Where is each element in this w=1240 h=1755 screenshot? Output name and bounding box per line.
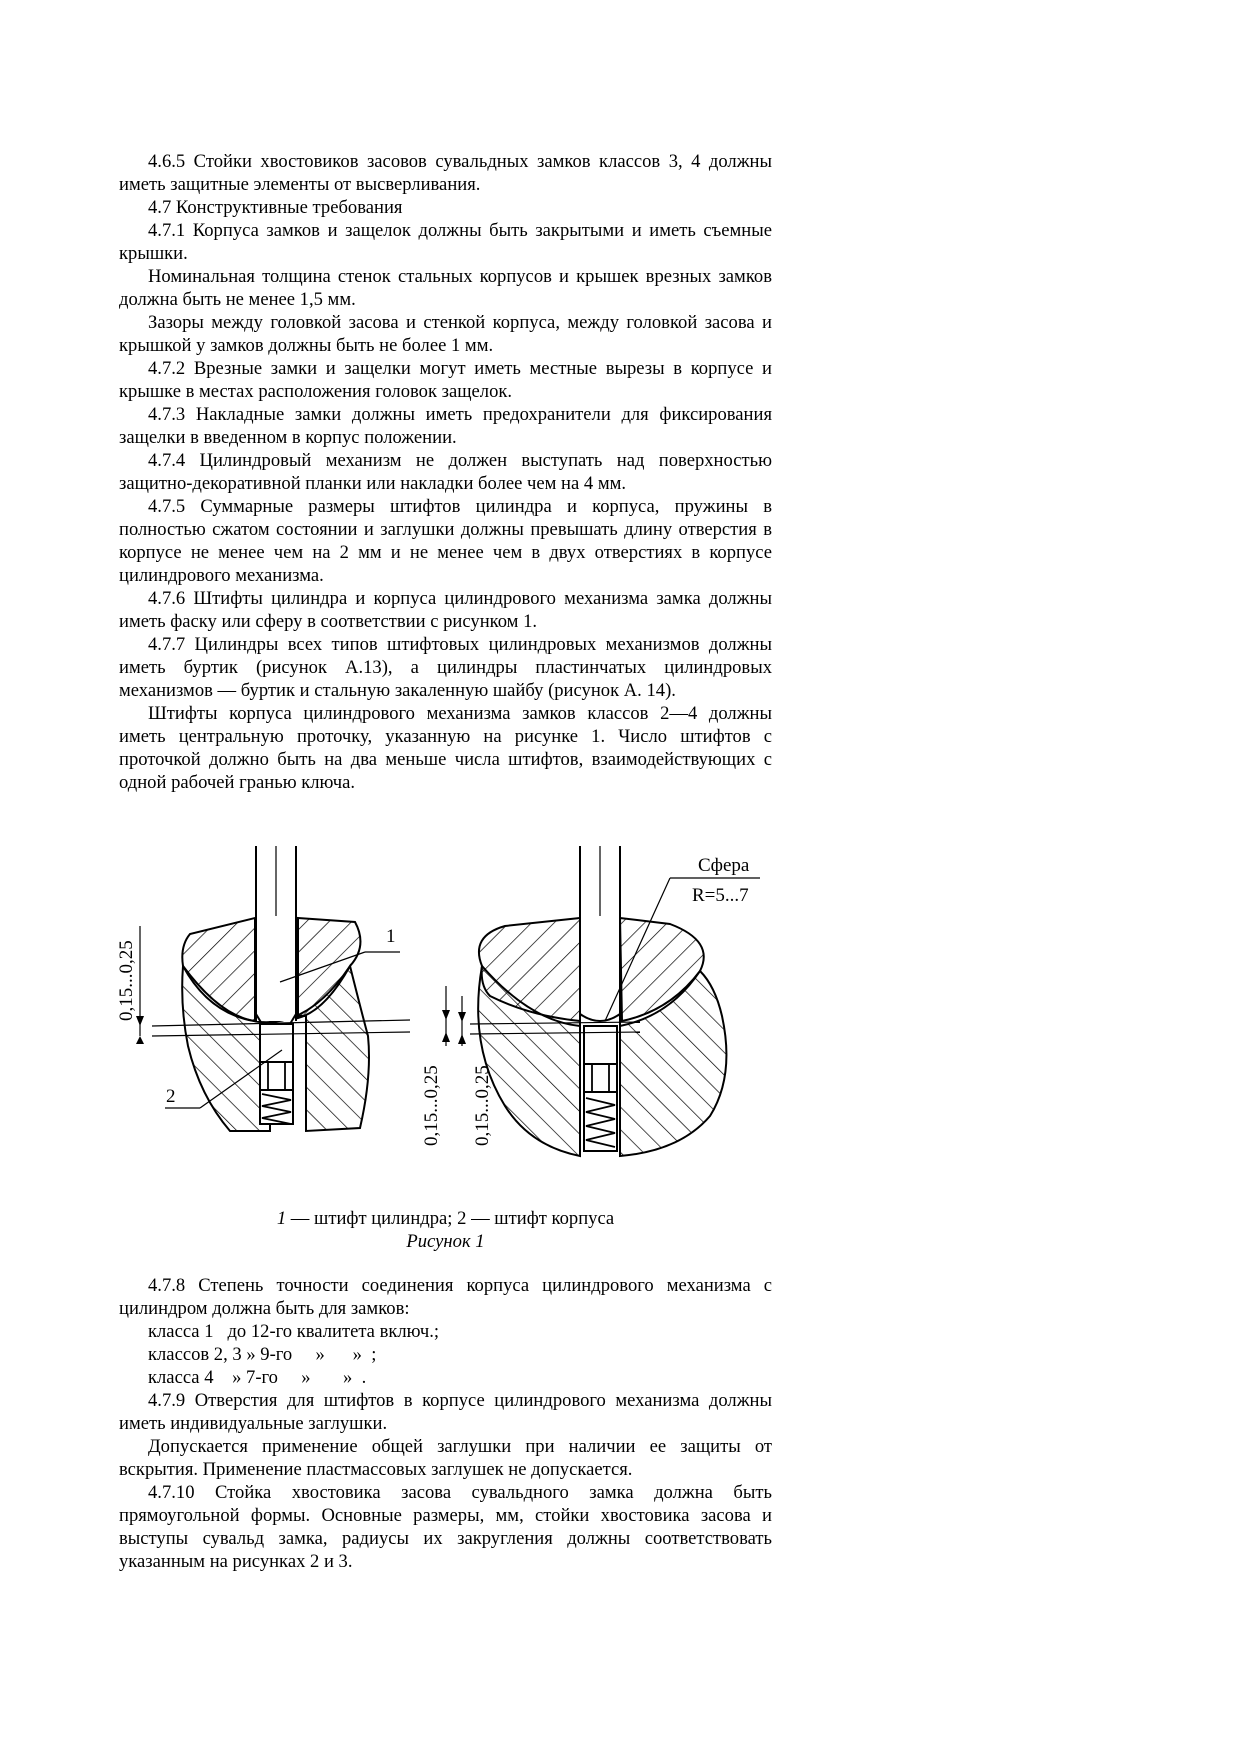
left-pin-drawing bbox=[152, 846, 410, 1131]
figure-1-drawing bbox=[110, 846, 810, 1196]
paragraph: 4.7.3 Накладные замки должны иметь предохранители для фиксирования защелки в введенном в корпус положении. bbox=[119, 404, 772, 448]
section-heading: 4.7 Конструктивные требования bbox=[148, 197, 403, 218]
figure-title: Рисунок 1 bbox=[406, 1231, 485, 1252]
paragraph: 4.7.9 Отверстия для штифтов в корпусе цилиндрового механизма должны иметь индивидуальные заглушки. bbox=[119, 1390, 772, 1434]
paragraph: 4.7.1 Корпуса замков и защелок должны быть закрытыми и иметь съемные крышки. bbox=[119, 220, 772, 264]
dimension-middle bbox=[421, 986, 450, 1146]
paragraph: 4.7.7 Цилиндры всех типов штифтовых цилиндровых механизмов должны иметь буртик (рисунок А.13), а цилиндры пластинчатых цилиндровых механизмов — буртик и стальную закаленную шайбу (рисунок А. 14). bbox=[119, 634, 772, 701]
callout-2-label: 2 bbox=[166, 1086, 176, 1107]
legend-number: 1 bbox=[276, 1208, 287, 1229]
dimension-right-label: 0,15...0,25 bbox=[472, 1065, 493, 1146]
tolerance-line: классов 2, 3 » 9-го » » ; bbox=[148, 1344, 377, 1365]
dimension-middle-label: 0,15...0,25 bbox=[421, 1065, 442, 1146]
paragraph: Допускается применение общей заглушки при наличии ее защиты от вскрытия. Применение пластмассовых заглушек не допускается. bbox=[119, 1436, 772, 1480]
paragraph: 4.7.6 Штифты цилиндра и корпуса цилиндрового механизма замка должны иметь фаску или сферу в соответствии с рисунком 1. bbox=[119, 588, 772, 632]
paragraph: 4.7.10 Стойка хвостовика засова сувальдного замка должна быть прямоугольной формы. Основные размеры, мм, стойки хвостовика засова и выступы сувальд замка, радиусы их закругления должны соответствовать указанным на рисунках 2 и 3. bbox=[119, 1482, 772, 1572]
paragraph: 4.7.5 Суммарные размеры штифтов цилиндра и корпуса, пружины в полностью сжатом состоянии и заглушки должны превышать длину отверстия в корпусе не менее чем на 2 мм и не менее чем в двух отверстиях в корпусе цилиндрового механизма. bbox=[119, 496, 772, 586]
callout-1-label: 1 bbox=[386, 926, 396, 947]
paragraph: 4.7.2 Врезные замки и защелки могут иметь местные вырезы в корпусе и крышке в местах расположения головок защелок. bbox=[119, 358, 772, 402]
dimension-left-label: 0,15...0,25 bbox=[116, 940, 137, 1021]
tolerance-line: класса 1 до 12-го квалитета включ.; bbox=[148, 1321, 440, 1342]
paragraph: 4.6.5 Стойки хвостовиков засовов сувальдных замков классов 3, 4 должны иметь защитные элементы от высверливания. bbox=[119, 151, 772, 195]
paragraph: Зазоры между головкой засова и стенкой корпуса, между головкой засова и крышкой у замков должны быть не более 1 мм. bbox=[119, 312, 772, 356]
paragraph: 4.7.8 Степень точности соединения корпуса цилиндрового механизма с цилиндром должна быть для замков: bbox=[119, 1275, 772, 1319]
dimension-left bbox=[116, 926, 144, 1044]
tolerance-line: класса 4 » 7-го » » . bbox=[148, 1367, 367, 1388]
paragraph: Номинальная толщина стенок стальных корпусов и крышек врезных замков должна быть не менее 1,5 мм. bbox=[119, 266, 772, 310]
text-block-bottom bbox=[119, 1274, 772, 1573]
paragraph: 4.7.4 Цилиндровый механизм не должен выступать над поверхностью защитно-декоративной планки или накладки более чем на 4 мм. bbox=[119, 450, 772, 494]
right-pin-drawing bbox=[470, 846, 726, 1156]
legend-text: — штифт цилиндра; 2 — штифт корпуса bbox=[286, 1208, 615, 1229]
radius-label: R=5...7 bbox=[692, 885, 749, 906]
text-block-top bbox=[119, 150, 772, 794]
paragraph: Штифты корпуса цилиндрового механизма замков классов 2—4 должны иметь центральную проточку, указанную на рисунке 1. Число штифтов с проточкой должно быть на два меньше числа штифтов, взаимодействующих с одной рабочей гранью ключа. bbox=[119, 703, 772, 793]
sphere-label: Сфера bbox=[698, 855, 750, 876]
figure-legend bbox=[119, 1207, 772, 1230]
